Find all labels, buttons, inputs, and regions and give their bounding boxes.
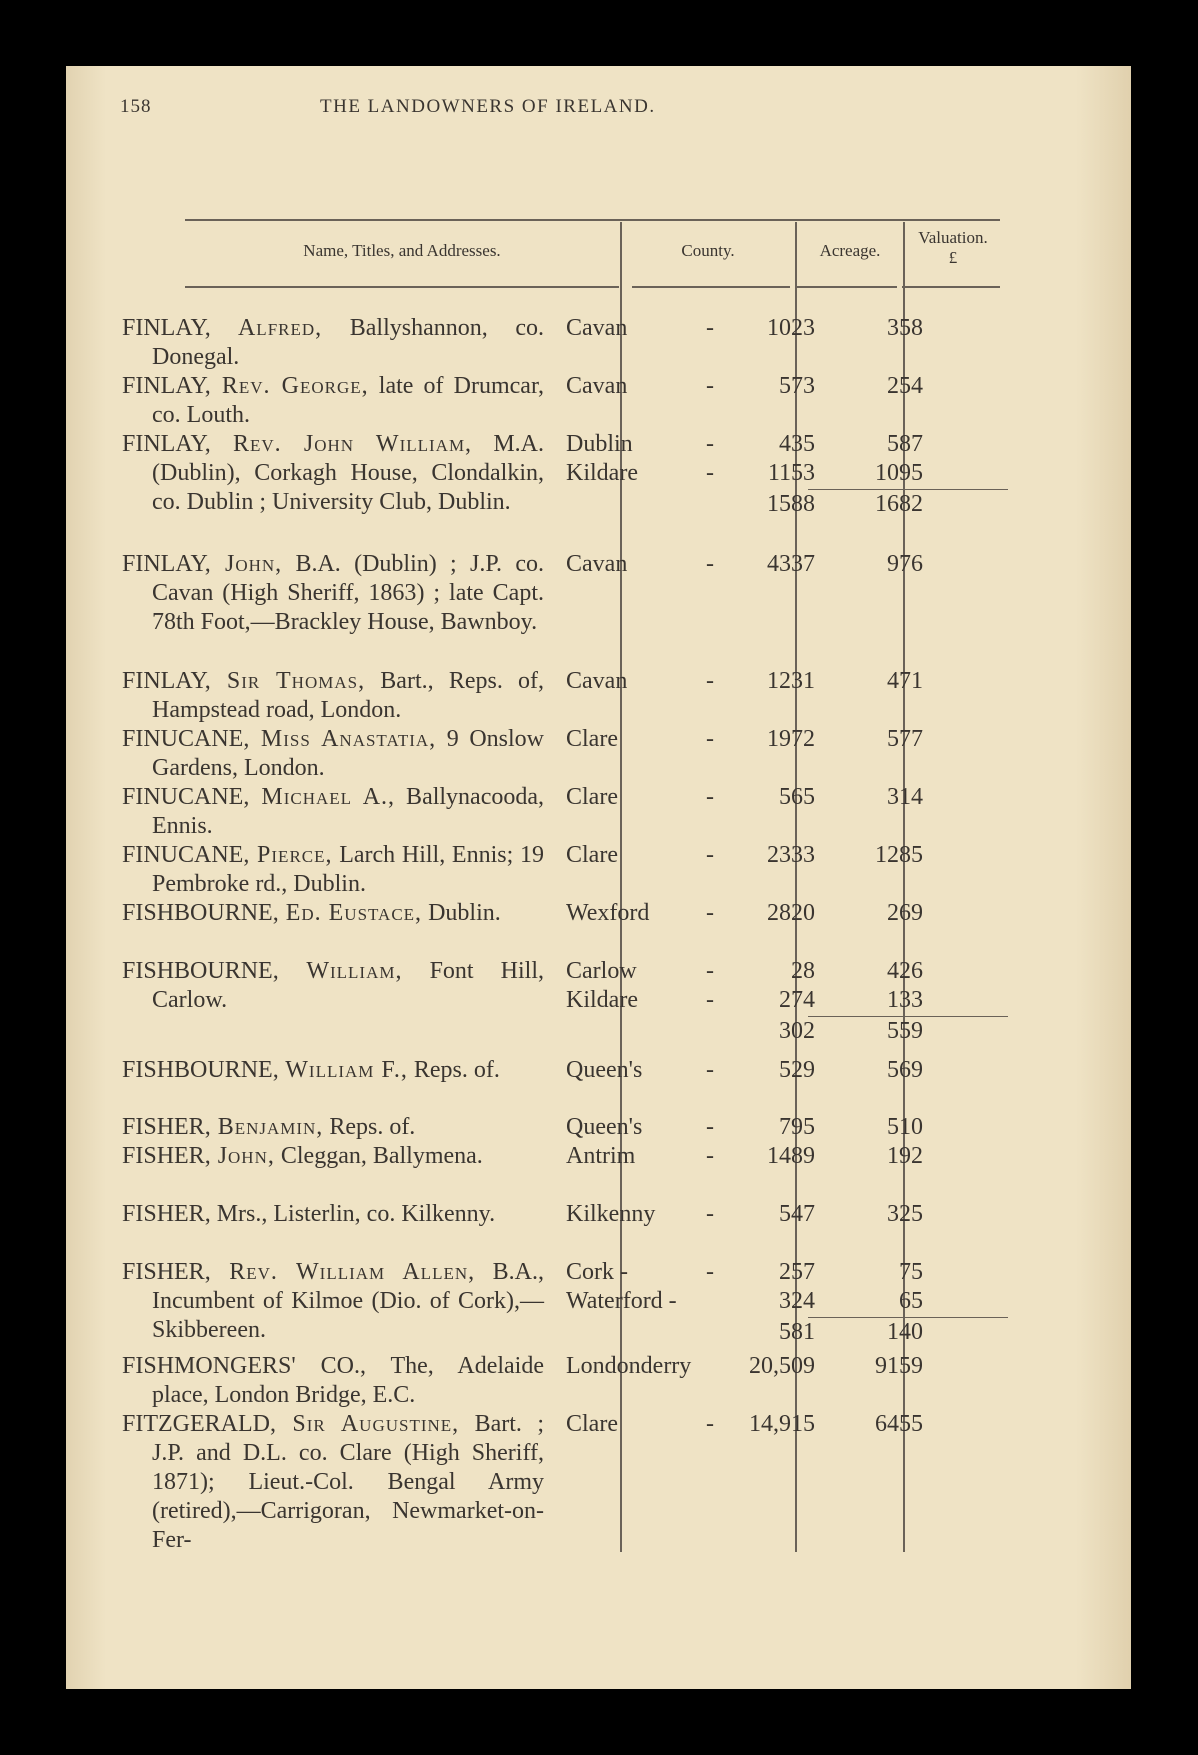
entry-surname: FINLAY, xyxy=(122,373,211,399)
entry-given-name: John, xyxy=(210,1143,275,1169)
entry-name xyxy=(122,841,544,899)
entry-surname: FISHBOURNE, xyxy=(122,900,279,926)
entry-acreage: 573 xyxy=(779,373,815,399)
entry-valuation: 976 xyxy=(887,551,923,577)
entry-surname: FINLAY, xyxy=(122,551,211,577)
entry-given-name: Benjamin, xyxy=(210,1114,324,1140)
entry-acreage: 257 xyxy=(779,1259,815,1285)
entry-acreage: 795 xyxy=(779,1114,815,1140)
entry-acreage: 4337 xyxy=(767,551,815,577)
subtotal-valuation: 1682 xyxy=(875,491,923,517)
entry-acreage: 14,915 xyxy=(749,1411,815,1437)
entry-valuation: 133 xyxy=(887,987,923,1013)
entry-given-name: Alfred, xyxy=(210,315,323,341)
entry-surname: FISHMONGERS' CO., xyxy=(122,1353,366,1379)
entry-name xyxy=(122,314,544,372)
entry-given-name: Sir Augustine, xyxy=(275,1411,460,1437)
entry-name xyxy=(122,1410,544,1555)
entry-county: Wexford xyxy=(566,900,650,926)
county-dash: - xyxy=(706,784,714,810)
entry-name xyxy=(122,1200,544,1229)
entry-address: The, Adelaide place, London Bridge, E.C. xyxy=(152,1353,544,1408)
entry-name xyxy=(122,725,544,783)
county-dash: - xyxy=(706,900,714,926)
entry-address: 9 Onslow Gardens, London. xyxy=(152,726,544,781)
county-dash: - xyxy=(706,1411,714,1437)
entry-given-name: Sir Thomas, xyxy=(210,668,366,694)
entry-given-name: Pierce, xyxy=(249,842,333,868)
county-dash: - xyxy=(706,551,714,577)
entry-name xyxy=(122,430,544,517)
entry-given-name: Rev. William Allen, xyxy=(210,1259,476,1285)
entry-given-name: Rev. John William, xyxy=(210,431,473,457)
entry-valuation: 510 xyxy=(887,1114,923,1140)
subtotal-acreage: 581 xyxy=(779,1319,815,1345)
entry-acreage: 2333 xyxy=(767,842,815,868)
entry-acreage: 1972 xyxy=(767,726,815,752)
entry-surname: FINUCANE, xyxy=(122,726,250,752)
subtotal-valuation: 140 xyxy=(887,1319,923,1345)
county-dash: - xyxy=(706,726,714,752)
entry-county: Kilkenny xyxy=(566,1201,656,1227)
county-dash: - xyxy=(706,1259,714,1285)
entry-county: Kildare xyxy=(566,460,638,486)
entry-acreage: 435 xyxy=(779,431,815,457)
entry-valuation: 75 xyxy=(899,1259,923,1285)
entry-address: late of Drumcar, co. Louth. xyxy=(152,373,544,428)
entry-address: B.A., Incumbent of Kilmoe (Dio. of Cork),—Skibbereen. xyxy=(152,1259,545,1343)
entry-address: Bart., Reps. of, Hampstead road, London. xyxy=(152,668,545,723)
entry-name xyxy=(122,372,544,430)
entry-surname: FINUCANE, xyxy=(122,784,250,810)
column-header-county: County. xyxy=(681,241,735,260)
entry-name xyxy=(122,1142,544,1171)
header-rule-valuation xyxy=(902,286,1000,288)
entry-county: Londonderry xyxy=(566,1353,692,1379)
entry-surname: FISHBOURNE, xyxy=(122,1057,279,1083)
entry-valuation: 1285 xyxy=(875,842,923,868)
page-number: 158 xyxy=(120,96,152,117)
county-dash: - xyxy=(706,842,714,868)
entry-name xyxy=(122,1113,544,1142)
entry-address: Font Hill, Carlow. xyxy=(152,958,544,1013)
entry-given-name: John, xyxy=(210,551,283,577)
entry-county: Clare xyxy=(566,842,618,868)
entry-given-name: Ed. Eustace, xyxy=(278,900,423,926)
entry-county: Waterford - xyxy=(566,1288,677,1314)
entry-county: Clare xyxy=(566,1411,618,1437)
entry-county: Cavan xyxy=(566,668,628,694)
entry-acreage: 28 xyxy=(791,958,815,984)
entry-county: Kildare xyxy=(566,987,638,1013)
county-dash: - xyxy=(706,1143,714,1169)
entry-valuation: 587 xyxy=(887,431,923,457)
entry-address: Bart. ; J.P. and D.L. co. Clare (High Sheriff, 1871); Lieut.-Col. Bengal Army (retired),—Carrigoran, Newmarket-on-Fer- xyxy=(152,1411,544,1553)
county-dash: - xyxy=(706,987,714,1013)
entry-valuation: 358 xyxy=(887,315,923,341)
entry-name xyxy=(122,1056,544,1085)
entry-acreage: 547 xyxy=(779,1201,815,1227)
running-title: THE LANDOWNERS OF IRELAND. xyxy=(320,96,656,117)
running-head xyxy=(0,96,1198,126)
entry-surname: FISHER, xyxy=(122,1259,211,1285)
entry-name xyxy=(122,899,544,928)
entry-county: Queen's xyxy=(566,1114,643,1140)
county-dash: - xyxy=(706,431,714,457)
entry-address: M.A. (Dublin), Corkagh House, Clondalkin, co. Dublin ; University Club, Dublin. xyxy=(152,431,545,515)
entry-valuation: 314 xyxy=(887,784,923,810)
entry-name xyxy=(122,550,544,637)
entry-valuation: 9159 xyxy=(875,1353,923,1379)
entry-valuation: 254 xyxy=(887,373,923,399)
subtotal-acreage: 302 xyxy=(779,1018,815,1044)
entry-acreage: 20,509 xyxy=(749,1353,815,1379)
entry-county: Dublin xyxy=(566,431,633,457)
entry-surname: FINLAY, xyxy=(122,431,211,457)
header-rule-county xyxy=(632,286,790,288)
entry-name xyxy=(122,1258,544,1345)
entry-address: Larch Hill, Ennis; 19 Pembroke rd., Dublin. xyxy=(152,842,544,897)
entry-address: Ballyshannon, co. Donegal. xyxy=(152,315,544,370)
entry-address: Reps. of. xyxy=(323,1114,416,1140)
county-dash: - xyxy=(706,460,714,486)
entry-name xyxy=(122,1352,544,1410)
subtotal-acreage: 1588 xyxy=(767,491,815,517)
entry-valuation: 325 xyxy=(887,1201,923,1227)
entry-valuation: 577 xyxy=(887,726,923,752)
entry-county: Cavan xyxy=(566,373,628,399)
entry-county: Cavan xyxy=(566,551,628,577)
entry-valuation: 1095 xyxy=(875,460,923,486)
entry-acreage: 529 xyxy=(779,1057,815,1083)
entry-address: B.A. (Dublin) ; J.P. co. Cavan (High Sheriff, 1863) ; late Capt. 78th Foot,—Brackley House, Bawnboy. xyxy=(152,551,544,635)
entry-valuation: 569 xyxy=(887,1057,923,1083)
entry-address: Ballynacooda, Ennis. xyxy=(152,784,545,839)
entry-county: Clare xyxy=(566,784,618,810)
entry-acreage: 1153 xyxy=(767,460,815,486)
county-dash: - xyxy=(706,373,714,399)
entry-surname: FINLAY, xyxy=(122,668,211,694)
entry-surname: FISHBOURNE, xyxy=(122,958,279,984)
entry-valuation: 269 xyxy=(887,900,923,926)
entry-surname: FISHER, xyxy=(122,1201,211,1227)
county-dash: - xyxy=(706,1114,714,1140)
header-rule-acreage xyxy=(797,286,897,288)
entry-acreage: 2820 xyxy=(767,900,815,926)
header-rule-name xyxy=(185,286,619,288)
entry-valuation: 471 xyxy=(887,668,923,694)
entry-county: Clare xyxy=(566,726,618,752)
entry-given-name: Rev. George, xyxy=(210,373,369,399)
entry-surname: FITZGERALD, xyxy=(122,1411,276,1437)
county-dash: - xyxy=(706,1201,714,1227)
entry-county: Cavan xyxy=(566,315,628,341)
entry-acreage: 1023 xyxy=(767,315,815,341)
entry-address: Reps. of. xyxy=(407,1057,500,1083)
county-dash: - xyxy=(706,668,714,694)
entry-surname: FINLAY, xyxy=(122,315,211,341)
entry-county: Cork - xyxy=(566,1259,628,1285)
entry-name xyxy=(122,667,544,725)
entry-surname: FISHER, xyxy=(122,1143,211,1169)
entry-given-name: William F., xyxy=(278,1057,408,1083)
pound-sign: £ xyxy=(948,248,958,267)
entry-name xyxy=(122,783,544,841)
valuation-label: Valuation. xyxy=(918,228,988,247)
entry-surname: FINUCANE, xyxy=(122,842,250,868)
entry-valuation: 6455 xyxy=(875,1411,923,1437)
county-dash: - xyxy=(706,958,714,984)
column-header-valuation xyxy=(903,228,1003,268)
entry-county: Antrim xyxy=(566,1143,636,1169)
entry-address: Dublin. xyxy=(422,900,501,926)
entry-given-name: Miss Anastatia, xyxy=(249,726,437,752)
column-header-name: Name, Titles, and Addresses. xyxy=(303,241,501,260)
county-dash: - xyxy=(706,1057,714,1083)
entry-valuation: 65 xyxy=(899,1288,923,1314)
entry-county: Carlow xyxy=(566,958,637,984)
entry-acreage: 274 xyxy=(779,987,815,1013)
entry-address: Mrs., Listerlin, co. Kilkenny. xyxy=(210,1201,496,1227)
entry-address: Cleggan, Ballymena. xyxy=(274,1143,483,1169)
entry-acreage: 565 xyxy=(779,784,815,810)
entry-given-name: Michael A., xyxy=(249,784,396,810)
column-header-acreage: Acreage. xyxy=(819,241,881,260)
entry-surname: FISHER, xyxy=(122,1114,211,1140)
entry-valuation: 192 xyxy=(887,1143,923,1169)
subtotal-valuation: 559 xyxy=(887,1018,923,1044)
table-top-rule xyxy=(185,219,1000,221)
entry-valuation: 426 xyxy=(887,958,923,984)
county-dash: - xyxy=(706,315,714,341)
entry-county: Queen's xyxy=(566,1057,643,1083)
entry-acreage: 1231 xyxy=(767,668,815,694)
entry-acreage: 1489 xyxy=(767,1143,815,1169)
entry-acreage: 324 xyxy=(779,1288,815,1314)
entry-name xyxy=(122,957,544,1015)
entry-given-name: William, xyxy=(278,958,403,984)
